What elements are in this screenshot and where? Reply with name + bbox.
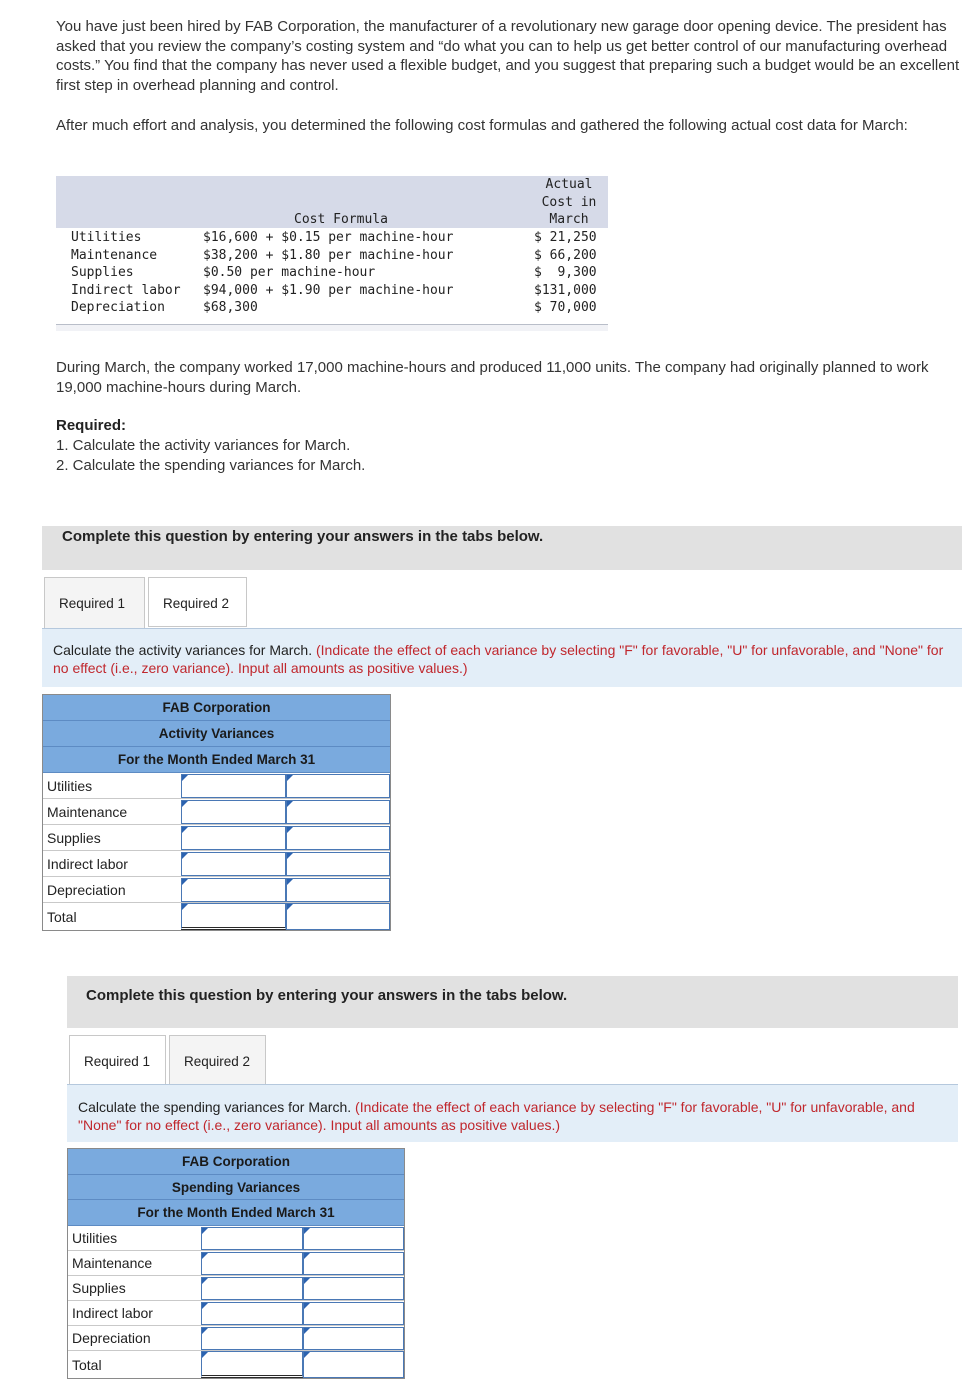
table-row	[43, 773, 390, 799]
row-label-total: Total	[72, 1357, 102, 1373]
effect-select[interactable]	[286, 774, 390, 798]
table-row-total	[43, 903, 390, 930]
total-effect-select[interactable]	[286, 903, 390, 930]
instruction-panel	[42, 628, 962, 687]
tab-required-1[interactable]	[69, 1035, 166, 1085]
total-effect-select[interactable]	[303, 1351, 404, 1378]
instructions-banner-2	[67, 976, 958, 1028]
table-row	[43, 851, 390, 877]
cost-row-actual: $ 70,000	[534, 300, 597, 316]
required-heading: Required:	[56, 417, 127, 434]
banner-text: Complete this question by entering your answers in the tabs below.	[86, 987, 568, 1004]
effect-select[interactable]	[286, 826, 390, 850]
instruction-text: Calculate the activity variances for March.	[53, 642, 313, 658]
cost-row-item: Depreciation	[71, 300, 165, 316]
header-actual-3: March	[549, 212, 589, 228]
row-label-supplies: Supplies	[72, 1280, 126, 1296]
cost-row-item: Utilities	[71, 230, 142, 245]
variance-amount-input[interactable]	[201, 1227, 303, 1250]
tab-label: Required 1	[84, 1054, 151, 1069]
table-row	[68, 1326, 404, 1351]
banner-text: Complete this question by entering your answers in the tabs below.	[62, 528, 544, 545]
tab-required-2[interactable]	[148, 577, 247, 627]
statement-period: For the Month Ended March 31	[68, 1200, 404, 1226]
activity-variances-table	[42, 694, 391, 931]
table-row	[68, 1301, 404, 1326]
variance-amount-input[interactable]	[181, 852, 286, 876]
cost-formula-table	[56, 176, 608, 330]
instruction-note: (Indicate the effect of each variance by selecting "F" for favorable, "U" for unfavorable, and "None" for no effect (i.e., zero variance). Input all amounts as positive values.)	[78, 1099, 915, 1133]
variance-amount-input[interactable]	[201, 1277, 303, 1300]
instructions-banner	[42, 526, 962, 570]
statement-period: For the Month Ended March 31	[43, 747, 390, 773]
row-label-utilities: Utilities	[47, 778, 93, 794]
table-row	[68, 1226, 404, 1251]
table-row	[43, 799, 390, 825]
row-label-indirect-labor: Indirect labor	[47, 856, 128, 872]
table-row	[68, 1251, 404, 1276]
tab-label: Required 1	[59, 596, 126, 611]
row-label-indirect-labor: Indirect labor	[72, 1305, 153, 1321]
effect-select[interactable]	[303, 1327, 404, 1350]
cost-row-formula: $68,300	[203, 300, 258, 316]
instruction-panel-2	[67, 1084, 958, 1142]
effect-select[interactable]	[303, 1252, 404, 1275]
variance-amount-input[interactable]	[181, 878, 286, 902]
row-label-supplies: Supplies	[47, 830, 101, 846]
cost-row-formula: $16,600 + $0.15 per machine-hour	[203, 230, 454, 245]
intro-paragraph-1: You have just been hired by FAB Corporation, the manufacturer of a revolutionary new garage door opening device. The president has asked that you review the company’s costing system and “do what you can to help us get better control of our manufacturing overhead costs.” You find that the company has never used a flexible budget, and you suggest that preparing such a budget would be an excellent first step in overhead planning and control.	[56, 18, 960, 94]
statement-title: Activity Variances	[43, 721, 390, 747]
spending-variances-table	[67, 1148, 405, 1379]
row-label-maintenance: Maintenance	[72, 1255, 153, 1271]
statement-title: Spending Variances	[68, 1175, 404, 1200]
effect-select[interactable]	[286, 852, 390, 876]
row-label-utilities: Utilities	[72, 1230, 118, 1246]
effect-select[interactable]	[303, 1227, 404, 1250]
table-row-total	[68, 1351, 404, 1378]
variance-amount-input[interactable]	[201, 1327, 303, 1350]
tab-label: Required 2	[184, 1054, 251, 1069]
row-label-depreciation: Depreciation	[72, 1330, 151, 1346]
tab-label: Required 2	[163, 596, 230, 611]
effect-select[interactable]	[303, 1302, 404, 1325]
header-actual-1: Actual	[545, 177, 593, 192]
cost-row-item: Maintenance	[71, 247, 158, 263]
cost-table-bottom-rule	[56, 324, 608, 331]
instruction-text: Calculate the spending variances for March.	[78, 1099, 352, 1115]
row-label-maintenance: Maintenance	[47, 804, 128, 820]
intro-paragraph-3: During March, the company worked 17,000 machine-hours and produced 11,000 units. The company had originally planned to work 19,000 machine-hours during March.	[56, 359, 929, 396]
variance-amount-input[interactable]	[181, 774, 286, 798]
effect-select[interactable]	[303, 1277, 404, 1300]
variance-amount-input[interactable]	[201, 1302, 303, 1325]
row-label-depreciation: Depreciation	[47, 882, 126, 898]
table-row	[43, 877, 390, 903]
header-cost-formula: Cost Formula	[294, 212, 388, 227]
total-variance-input[interactable]	[181, 903, 286, 930]
cost-row-formula: $38,200 + $1.80 per machine-hour	[203, 247, 454, 263]
table-row	[43, 825, 390, 851]
statement-company-title: FAB Corporation	[43, 695, 390, 721]
variance-amount-input[interactable]	[181, 800, 286, 824]
effect-select[interactable]	[286, 878, 390, 902]
statement-company-title: FAB Corporation	[68, 1149, 404, 1175]
variance-amount-input[interactable]	[181, 826, 286, 850]
cost-row-item: Indirect labor	[71, 282, 181, 298]
required-item-2: 2. Calculate the spending variances for March.	[56, 457, 366, 474]
intro-paragraph-2: After much effort and analysis, you determined the following cost formulas and gathered the following actual cost data for March:	[56, 117, 908, 134]
cost-row-actual: $131,000	[534, 282, 597, 298]
cost-row-formula: $0.50 per machine-hour	[203, 265, 376, 281]
effect-select[interactable]	[286, 800, 390, 824]
cost-row-formula: $94,000 + $1.90 per machine-hour	[203, 282, 454, 298]
cost-row-item: Supplies	[71, 265, 134, 281]
tab-required-2[interactable]	[169, 1035, 266, 1087]
instruction-note: (Indicate the effect of each variance by selecting "F" for favorable, "U" for unfavorable, and "None" for no effect (i.e., zero variance). Input all amounts as positive values.)	[53, 642, 944, 676]
cost-row-actual: $ 66,200	[534, 247, 597, 263]
total-variance-input[interactable]	[201, 1351, 303, 1378]
variance-amount-input[interactable]	[201, 1252, 303, 1275]
header-actual-2: Cost in	[541, 194, 597, 210]
row-label-total: Total	[47, 909, 77, 925]
cost-row-actual: $ 9,300	[534, 265, 597, 281]
cost-row-actual: $ 21,250	[534, 230, 597, 245]
table-row	[68, 1276, 404, 1301]
tab-required-1[interactable]	[44, 577, 145, 629]
required-item-1: 1. Calculate the activity variances for March.	[56, 437, 351, 454]
